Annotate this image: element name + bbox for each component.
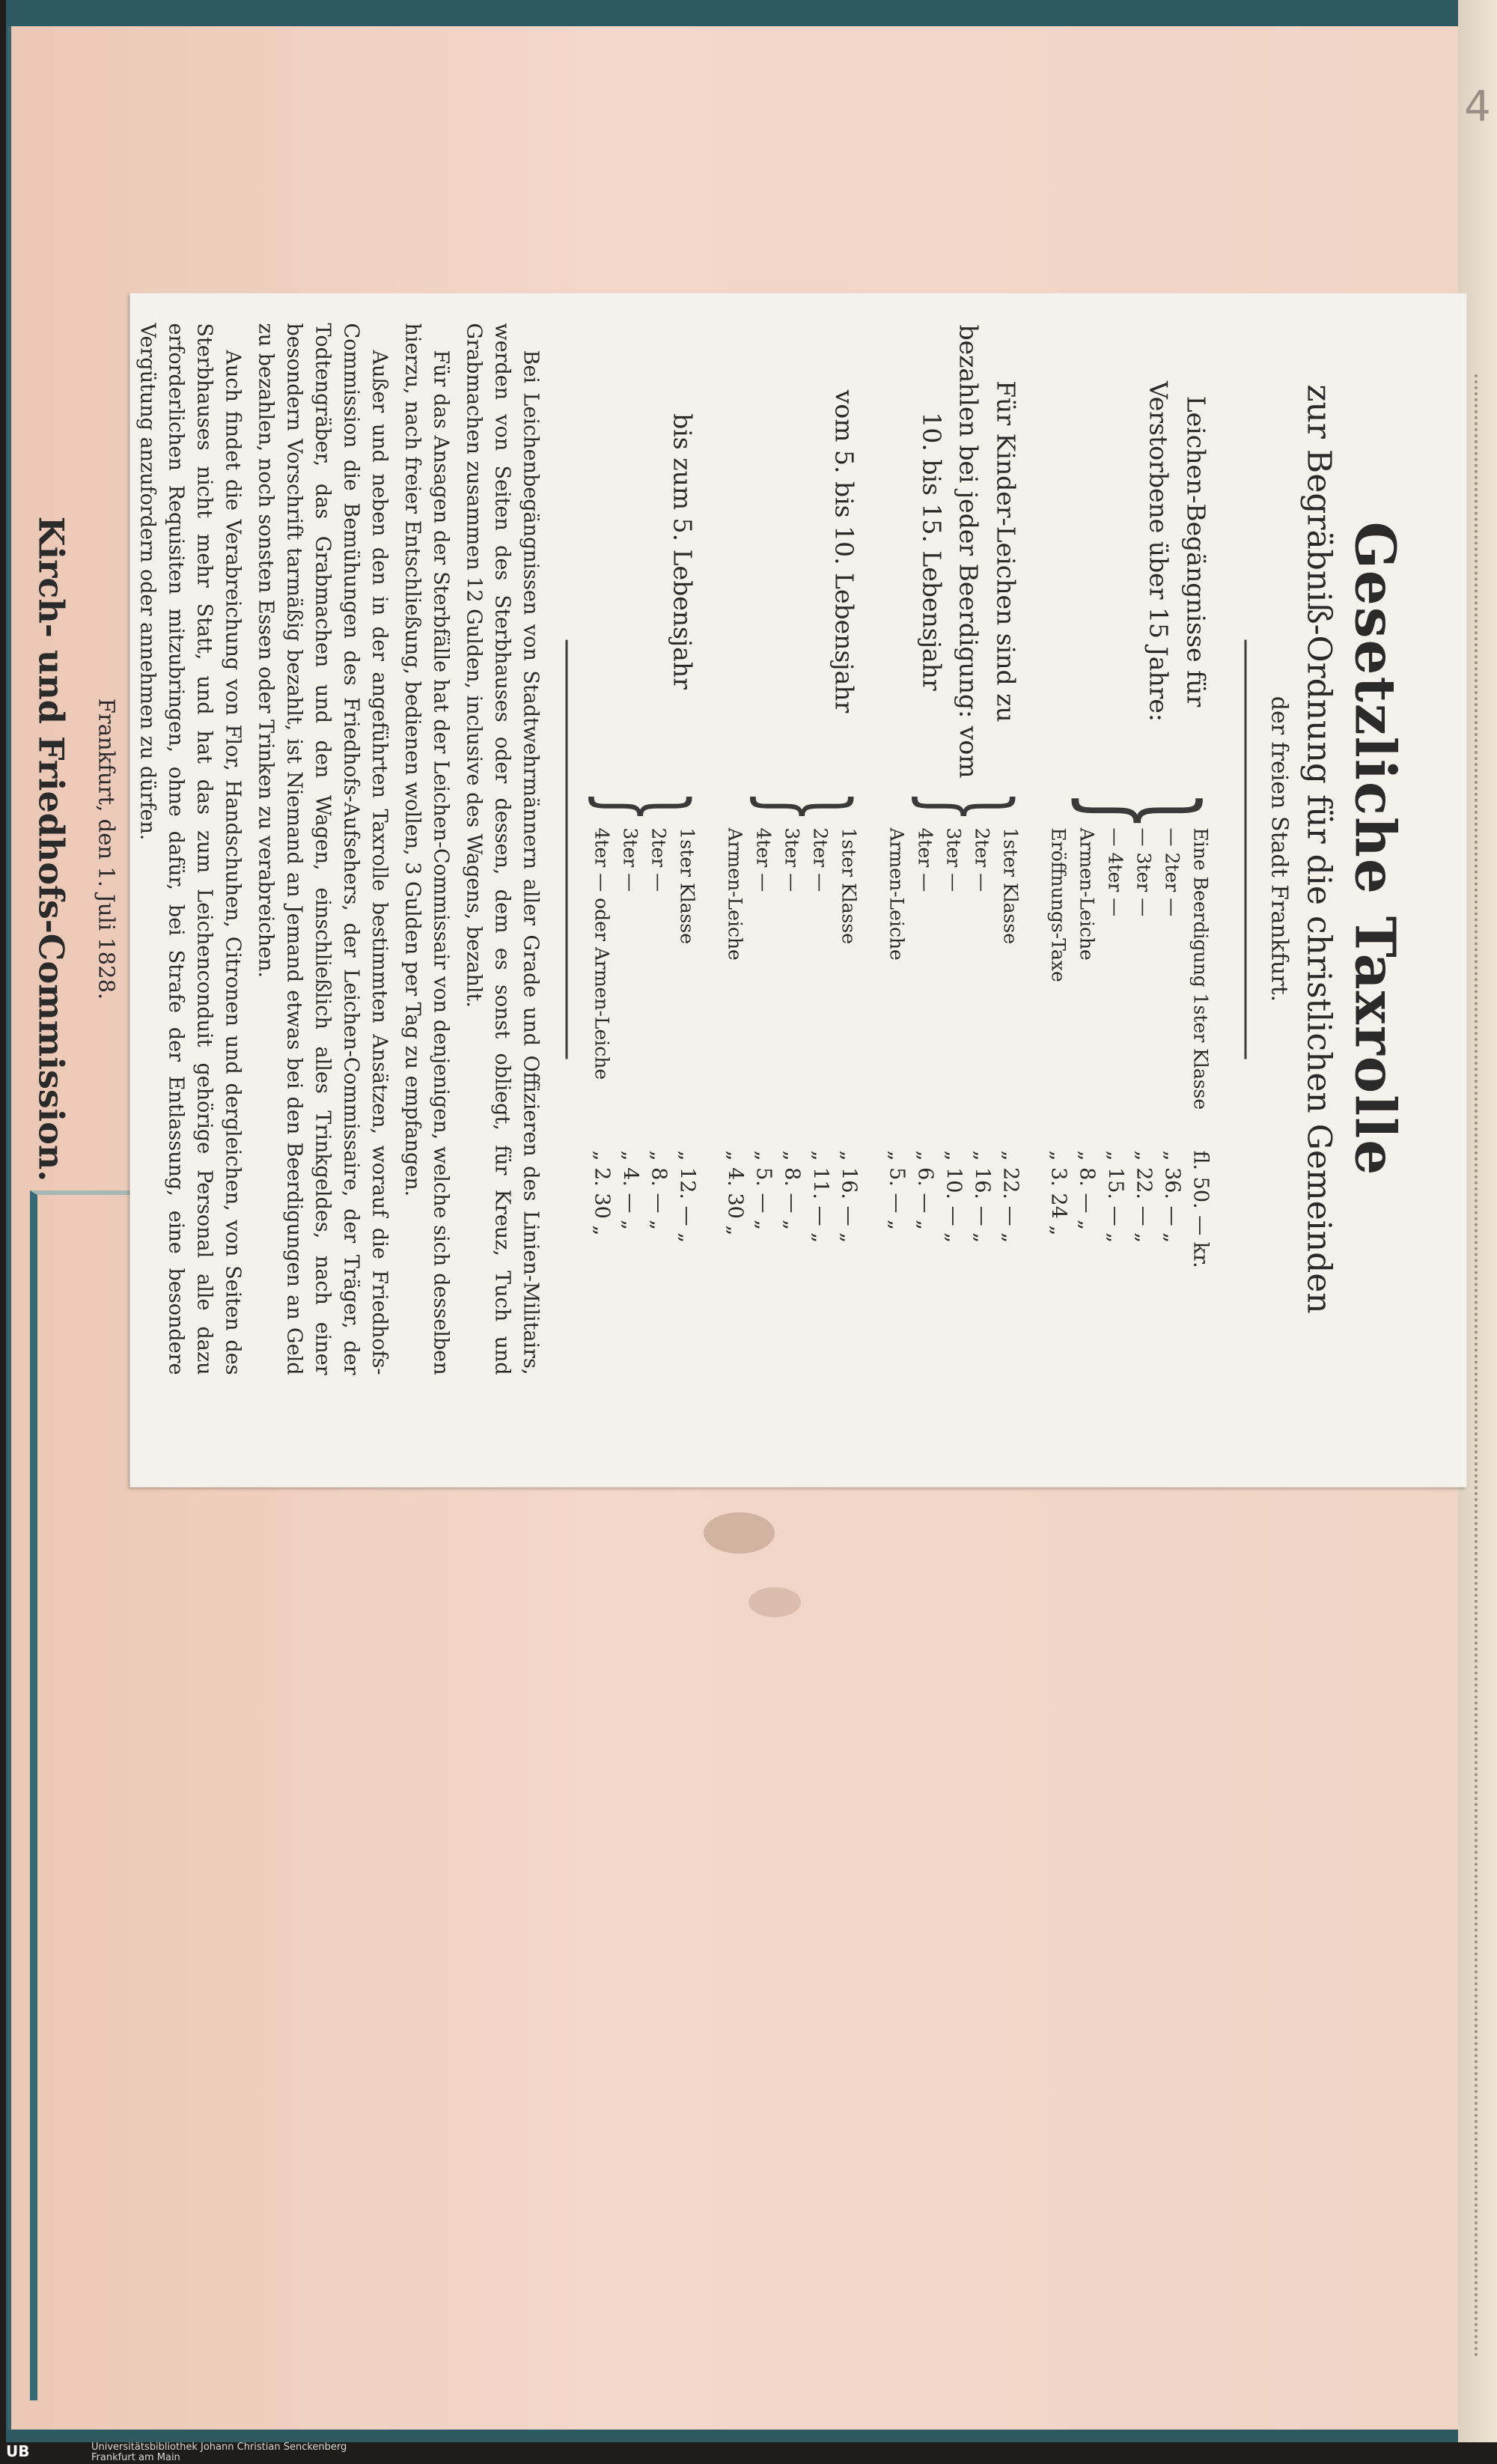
logo-text: UB <box>6 2442 30 2460</box>
fee-row: Armen-Leiche <box>885 827 908 961</box>
fee-amount: „ 36. — „ <box>1160 1150 1184 1244</box>
fee-row: 1ster Klasse <box>999 827 1022 945</box>
fee-amounts <box>588 1151 701 1375</box>
credit-line-1: Universitätsbibliothek Johann Christian Senckenberg <box>91 2442 347 2453</box>
fee-amount: „ 3. 24 „ <box>1046 1150 1070 1236</box>
fee-section-adults <box>1044 323 1227 1375</box>
fee-amount: „ 11. — „ <box>808 1150 832 1244</box>
foxing-stain <box>748 1587 801 1617</box>
fee-row: — 2ter — <box>1161 827 1183 917</box>
fee-row: Armen-Leiche <box>724 827 746 961</box>
fee-rows <box>588 828 701 1140</box>
fee-amounts <box>882 1151 1025 1375</box>
fee-row: — 3ter — <box>1132 827 1155 917</box>
title-rule <box>1245 639 1247 1059</box>
document-subtitle: zur Begräbniß-Ordnung für die christlichen Gemeinden <box>1299 384 1338 1314</box>
fee-amount: „ 16. — „ <box>837 1150 861 1244</box>
fee-amount: „ 16. — „ <box>970 1150 994 1244</box>
document-subtitle-city: der freien Stadt Frankfurt. <box>1266 696 1293 1003</box>
section-label: bis zum 5. Lebensjahr <box>668 413 698 690</box>
fee-row: 1ster Klasse <box>676 827 698 945</box>
fee-row: Eröffnungs-Taxe <box>1047 827 1070 982</box>
binding-stitch <box>1475 374 1481 2358</box>
fee-row: 4ter — <box>752 827 775 892</box>
fee-section-5-10 <box>721 323 872 1375</box>
section-label: Leichen-Begängnisse für Verstorbene über 15 Jahre: <box>1144 380 1211 723</box>
library-credit <box>91 2442 615 2463</box>
fee-row: 4ter — oder Armen-Leiche <box>591 827 613 1080</box>
fee-amount: „ 4. 30 „ <box>723 1150 747 1236</box>
regulation-paragraph: Für das Ansagen der Sterbfälle hat der Leichen-Commissair von denjenigen, welche sich desselben hierzu, nach freier Entschließung, bedienen wollen, 3 Gulden per Tag zu empfangen. <box>400 323 453 1375</box>
fee-row: 3ter — <box>942 827 965 892</box>
fee-amounts <box>721 1151 863 1375</box>
fee-row: 2ter — <box>647 827 670 892</box>
place-and-date: Frankfurt, den 1. Juli 1828. <box>94 698 120 1000</box>
fee-row: 3ter — <box>781 827 803 892</box>
fee-amount: fl. 50. — kr. <box>1189 1150 1213 1268</box>
fee-amount: „ 8. — „ <box>647 1150 671 1230</box>
fee-amount: „ 8. — „ <box>1075 1150 1099 1230</box>
fee-amount: „ 6. — „ <box>913 1150 937 1230</box>
regulation-paragraph: Außer und neben den in der angeführten Taxrolle bestimmten Ansätzen, worauf die Friedhofs-Commission die Bemühungen des Friedhofs-Aufsehers, der Leichen-Commissaire, der Träger, der Todtengräber, das Grabmachen und den Wagen, einschließlich alles Trinkgeldes, nach einer besondern Vorschrift tarmäßig bezahlt, ist Niemand an Jemand etwas bei den Beerdigungen an Geld zu bezahlen, noch sonsten Essen oder Trinken zu verabreichen. <box>254 323 391 1375</box>
printed-sheet <box>31 293 1467 1488</box>
brace: } <box>1061 790 1227 831</box>
fee-row: 2ter — <box>809 827 832 892</box>
fee-rows <box>882 828 1025 1140</box>
fee-amount: „ 5. — „ <box>885 1150 909 1230</box>
brace: } <box>579 790 710 823</box>
fee-amount: „ 8. — „ <box>780 1150 804 1230</box>
fee-amount: „ 22. — „ <box>998 1150 1022 1244</box>
section-label: vom 5. bis 10. Lebensjahr <box>829 389 859 714</box>
sheet-holder <box>31 293 1466 1488</box>
fee-rows <box>721 828 863 1140</box>
regulation-paragraph: Auch findet die Verabreichung von Flor, Handschuhen, Citronen und dergleichen, von Seiten des Sterbhauses nicht mehr Statt, und hat das zum Leichenconduit gehörige Personal alle dazu erforderlichen Requisiten mitzubringen, ohne dafür, bei Strafe der Entlassung, eine besondere Vergütung anzufordern oder annehmen zu dürfen. <box>135 323 245 1375</box>
fee-row: Armen-Leiche <box>1076 827 1098 961</box>
fee-row: 3ter — <box>619 827 641 892</box>
fee-amount: „ 5. — „ <box>751 1150 775 1230</box>
regulation-paragraph: Bei Leichenbegängnissen von Stadtwehrmännern aller Grade und Offizieren des Linien-Militairs, werden von Seiten des Sterbhauses oder dessen, dem es sonst obliegt, für Kreuz, Tuch und Grabmachen zusammen 12 Gulden, inclusive des Wagens, bezahlt. <box>462 323 543 1375</box>
fee-row: 1ster Klasse <box>838 827 860 945</box>
section-label: Für Kinder-Leichen sind zu bezahlen bei jeder Beerdigung: vom 10. bis 15. Lebensjahr <box>917 324 1021 779</box>
document-title: Gesetzliche Taxrolle <box>1342 521 1407 1177</box>
fee-section-under-5 <box>579 323 710 1375</box>
signature-line: Kirch- und Friedhofs-Commission. <box>31 516 72 1182</box>
credit-line-2: Frankfurt am Main <box>91 2452 180 2463</box>
fee-rows <box>1044 828 1215 1140</box>
brace: } <box>903 790 1034 823</box>
fee-row: 2ter — <box>971 827 993 892</box>
library-logo <box>6 2442 88 2460</box>
fee-amount: „ 2. 30 „ <box>590 1150 614 1236</box>
fee-amount: „ 12. — „ <box>675 1150 699 1244</box>
fee-amounts <box>1044 1151 1215 1375</box>
fee-row: Eine Beerdigung 1ster Klasse <box>1189 827 1212 1110</box>
fee-section-10-15 <box>882 323 1034 1375</box>
foxing-stain <box>704 1512 775 1554</box>
section-rule <box>566 639 568 1059</box>
fee-amount: „ 22. — „ <box>1132 1150 1156 1244</box>
fee-amount: „ 10. — „ <box>942 1150 966 1244</box>
page-number-mark: 4 <box>1464 82 1491 131</box>
fee-amount: „ 15. — „ <box>1103 1150 1127 1244</box>
fee-row: 4ter — <box>914 827 936 892</box>
fee-row: — 4ter — <box>1104 827 1126 917</box>
fee-amount: „ 4. — „ <box>618 1150 642 1230</box>
brace: } <box>741 790 872 823</box>
